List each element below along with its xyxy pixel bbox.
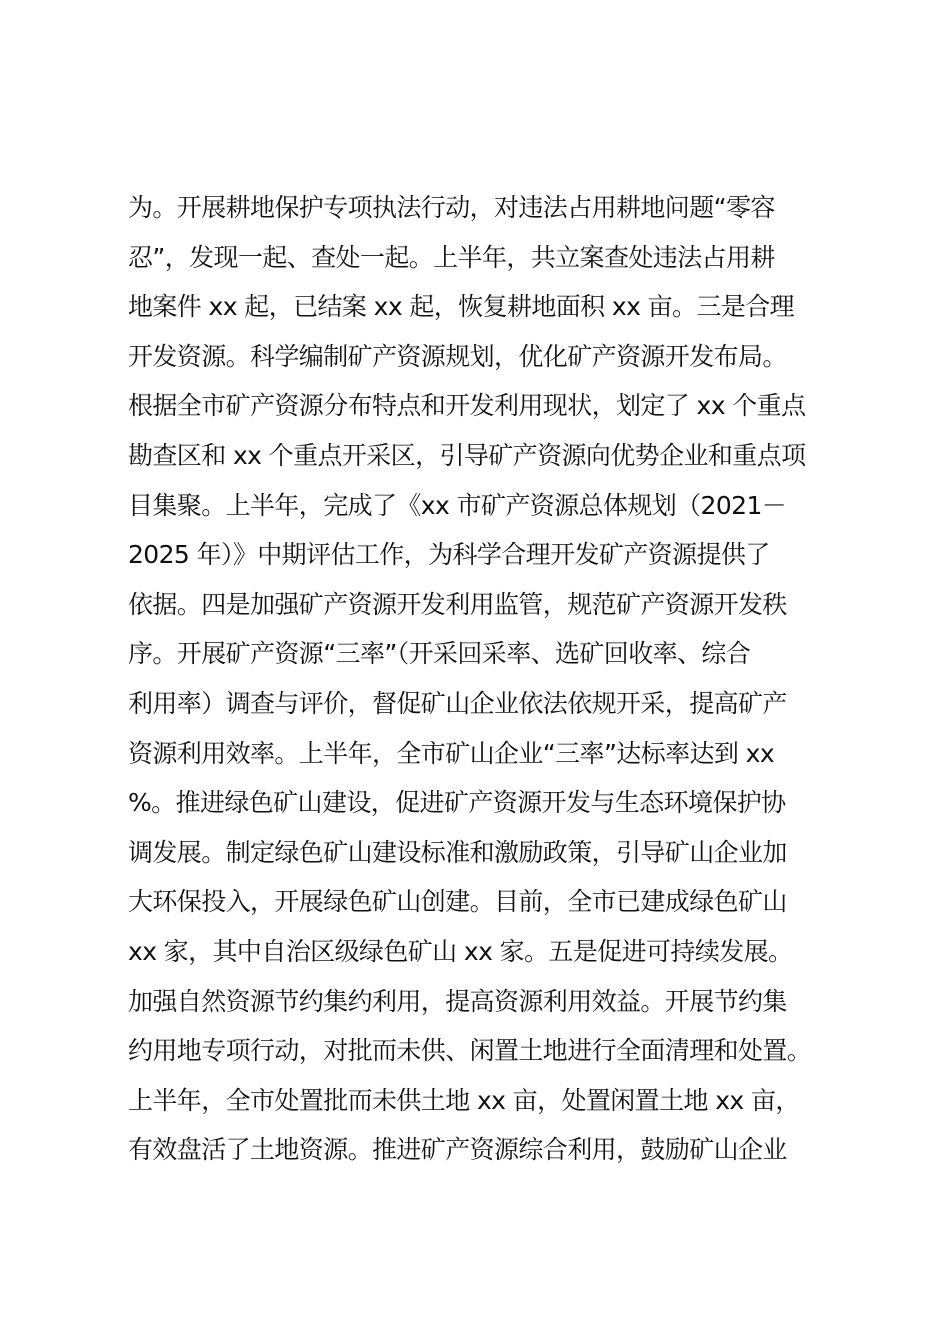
- text-line: 大环保投入，开展绿色矿山创建。目前，全市已建成绿色矿山: [128, 887, 787, 917]
- text-line: 上半年，全市处置批而未供土地 xx 亩，处置闲置土地 xx 亩，: [128, 1085, 800, 1115]
- text-line: %。推进绿色矿山建设，促进矿产资源开发与生态环境保护协: [128, 788, 786, 818]
- text-line: 依据。四是加强矿产资源开发利用监管，规范矿产资源开发秩: [128, 589, 787, 619]
- text-line: 开发资源。科学编制矿产资源规划，优化矿产资源开发布局。: [128, 341, 787, 371]
- text-line: 加强自然资源节约集约利用，提高资源利用效益。开展节约集: [128, 986, 787, 1016]
- text-line: 2025 年）》中期评估工作，为科学合理开发矿产资源提供了: [128, 540, 770, 570]
- text-line: 目集聚。上半年，完成了《xx 市矿产资源总体规划（2021－: [128, 490, 787, 520]
- text-line: 序。开展矿产资源“三率”（开采回采率、选矿回收率、综合: [128, 639, 751, 669]
- text-line: 忍”，发现一起、查处一起。上半年，共立案查处违法占用耕: [128, 242, 775, 272]
- text-line: 根据全市矿产资源分布特点和开发利用现状，划定了 xx 个重点: [128, 391, 806, 421]
- text-line: 资源利用效率。上半年，全市矿山企业“三率”达标率达到 xx: [128, 738, 775, 768]
- text-line: 地案件 xx 起，已结案 xx 起，恢复耕地面积 xx 亩。三是合理: [128, 292, 795, 322]
- text-line: 利用率）调查与评价，督促矿山企业依法依规开采，提高矿产: [128, 688, 787, 718]
- text-line: 勘查区和 xx 个重点开采区，引导矿产资源向优势企业和重点项: [128, 440, 806, 470]
- body-paragraph: [128, 183, 848, 1175]
- text-line: 约用地专项行动，对批而未供、闲置土地进行全面清理和处置。: [128, 1036, 812, 1066]
- text-line: 有效盘活了土地资源。推进矿产资源综合利用，鼓励矿山企业: [128, 1135, 787, 1165]
- text-line: 为。开展耕地保护专项执法行动，对违法占用耕地问题“零容: [128, 193, 775, 222]
- text-line: 调发展。制定绿色矿山建设标准和激励政策，引导矿山企业加: [128, 837, 787, 867]
- text-line: xx 家，其中自治区级绿色矿山 xx 家。五是促进可持续发展。: [128, 936, 793, 966]
